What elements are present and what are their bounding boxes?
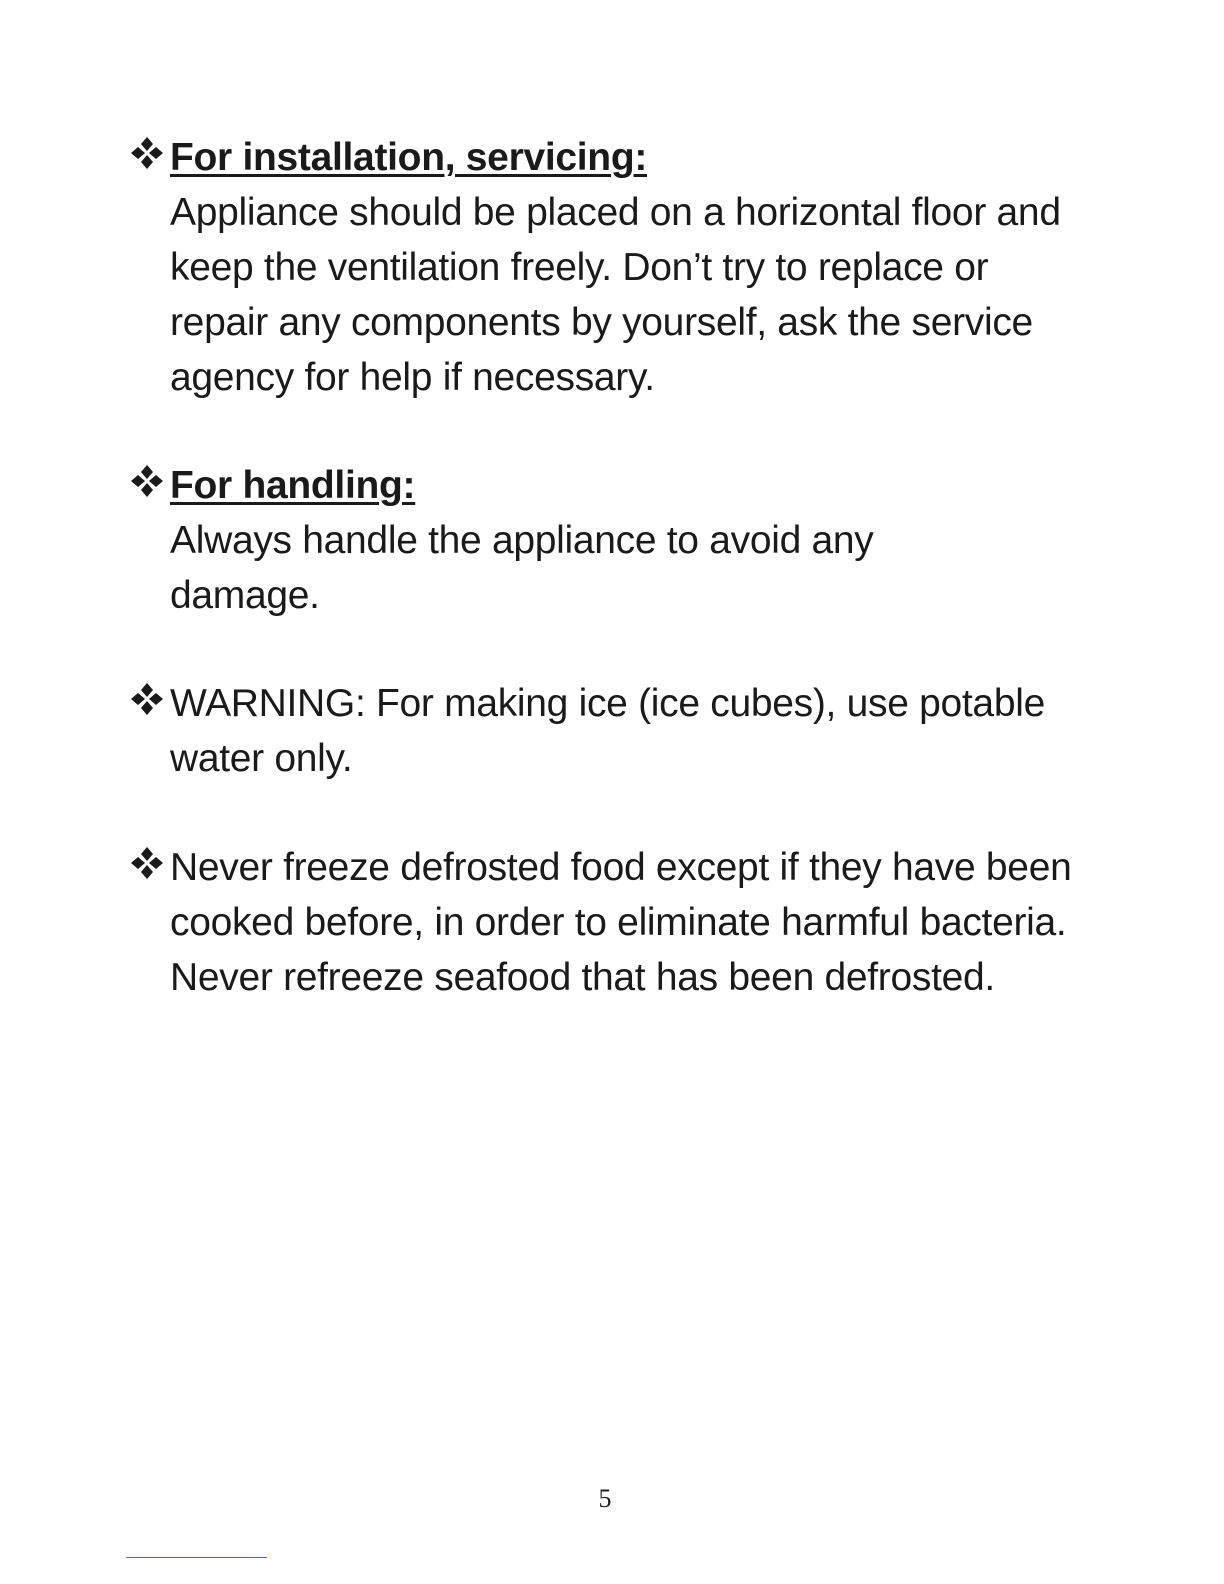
four-diamond-bullet-icon <box>130 846 164 880</box>
section-warning-ice <box>130 676 1090 786</box>
page-number: 5 <box>598 1484 612 1513</box>
four-diamond-bullet-icon <box>130 136 164 170</box>
section-body: Never freeze defrosted food except if they have been cooked before, in order to eliminate harmful bacteria. Never refreeze seafood that has been defrosted. <box>170 846 1072 999</box>
four-diamond-bullet-icon <box>130 682 164 716</box>
section-installation-servicing <box>130 130 1090 405</box>
section-heading: For handling: <box>170 464 416 507</box>
section-handling <box>130 458 1090 623</box>
section-heading: For installation, servicing: <box>170 136 648 179</box>
four-diamond-bullet-icon <box>130 464 164 498</box>
section-defrosted-food <box>130 840 1090 1005</box>
footnote-divider <box>126 1557 267 1558</box>
section-body: Appliance should be placed on a horizontal floor and keep the ventilation freely. Don’t try to replace or repair any components by yourself, ask the service agency for help if necessary. <box>170 191 1061 399</box>
section-body: Always handle the appliance to avoid any damage. <box>170 519 874 617</box>
section-body: WARNING: For making ice (ice cubes), use potable water only. <box>170 682 1045 780</box>
